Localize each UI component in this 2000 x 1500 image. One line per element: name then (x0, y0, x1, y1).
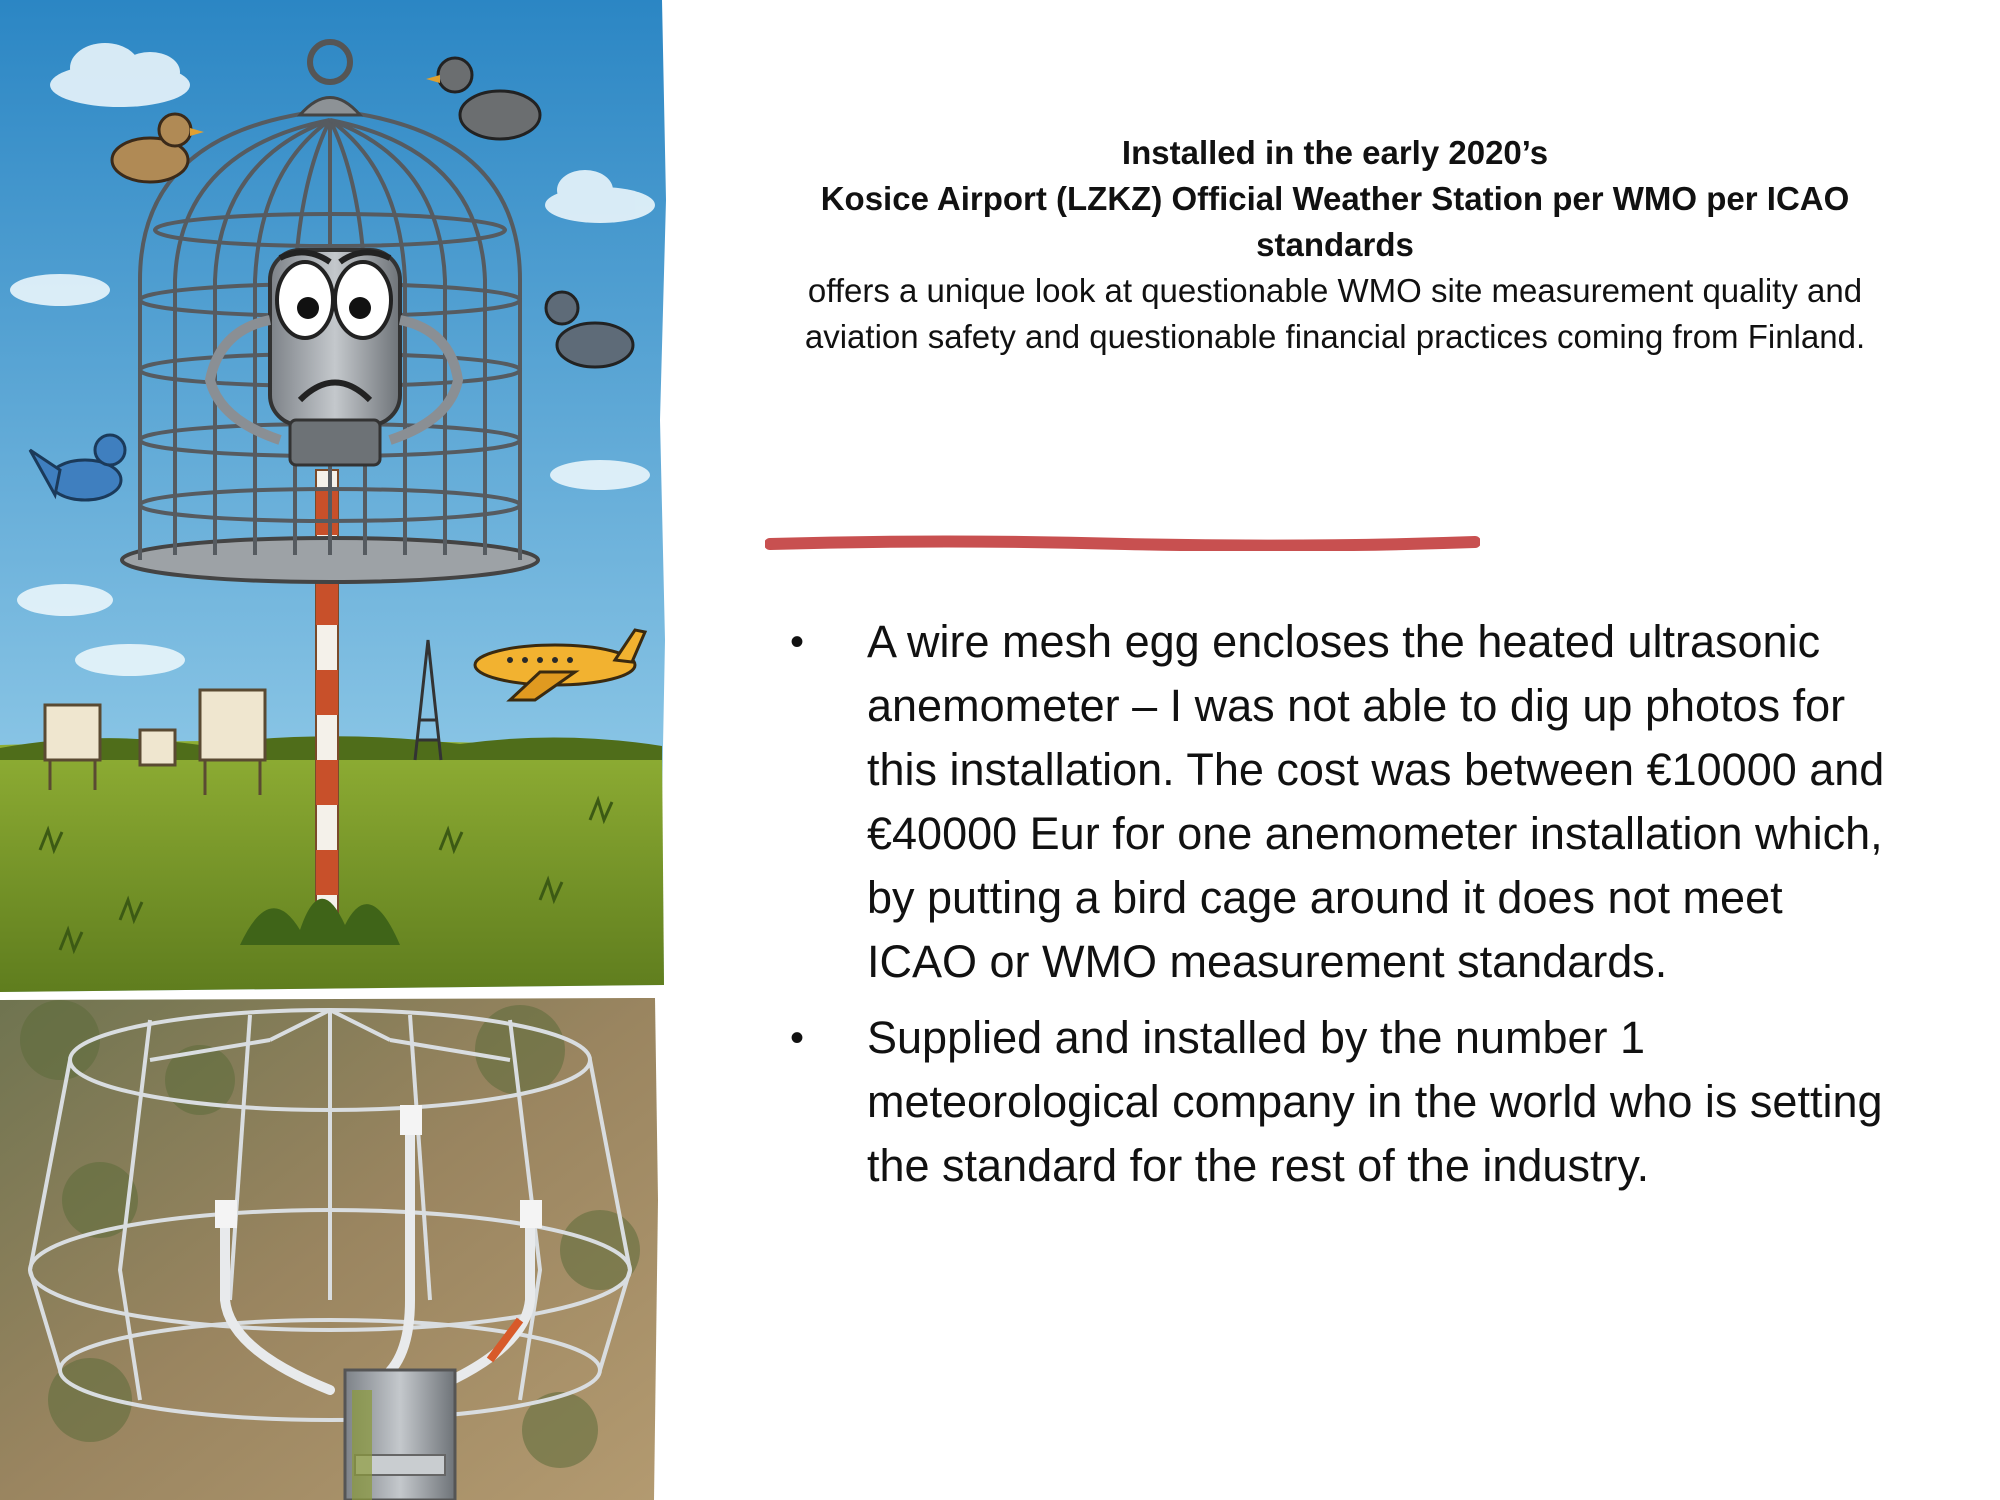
divider-line (765, 535, 1480, 551)
bullet-text: A wire mesh egg encloses the heated ultrasonic anemometer – I was not able to dig up photos for this installation. The cost was between €10000 and €40000 Eur for one anemometer installation which, by putting a bird cage around it does not meet ICAO or WMO measurement standards. (867, 616, 1885, 987)
bullet-list (790, 610, 1890, 1210)
cartoon-birdcage-anemometer (0, 0, 666, 992)
bullet-icon: • (790, 1016, 805, 1060)
heading-block (790, 130, 1880, 360)
wire-cage-anemometer-photo (0, 998, 658, 1500)
heading-line-2: Kosice Airport (LZKZ) Official Weather Station per WMO per ICAO standards (820, 180, 1850, 263)
list-item (790, 1006, 1890, 1198)
bullet-icon: • (790, 620, 805, 664)
heading-line-3: offers a unique look at questionable WMO site measurement quality and aviation safety and questionable financial practices coming from Finland. (804, 272, 1866, 355)
bullet-text: Supplied and installed by the number 1 meteorological company in the world who is setting the standard for the rest of the industry. (867, 1012, 1883, 1191)
heading-line-1: Installed in the early 2020’s (1121, 134, 1549, 171)
list-item (790, 610, 1890, 994)
illustration-panel (0, 0, 670, 1500)
